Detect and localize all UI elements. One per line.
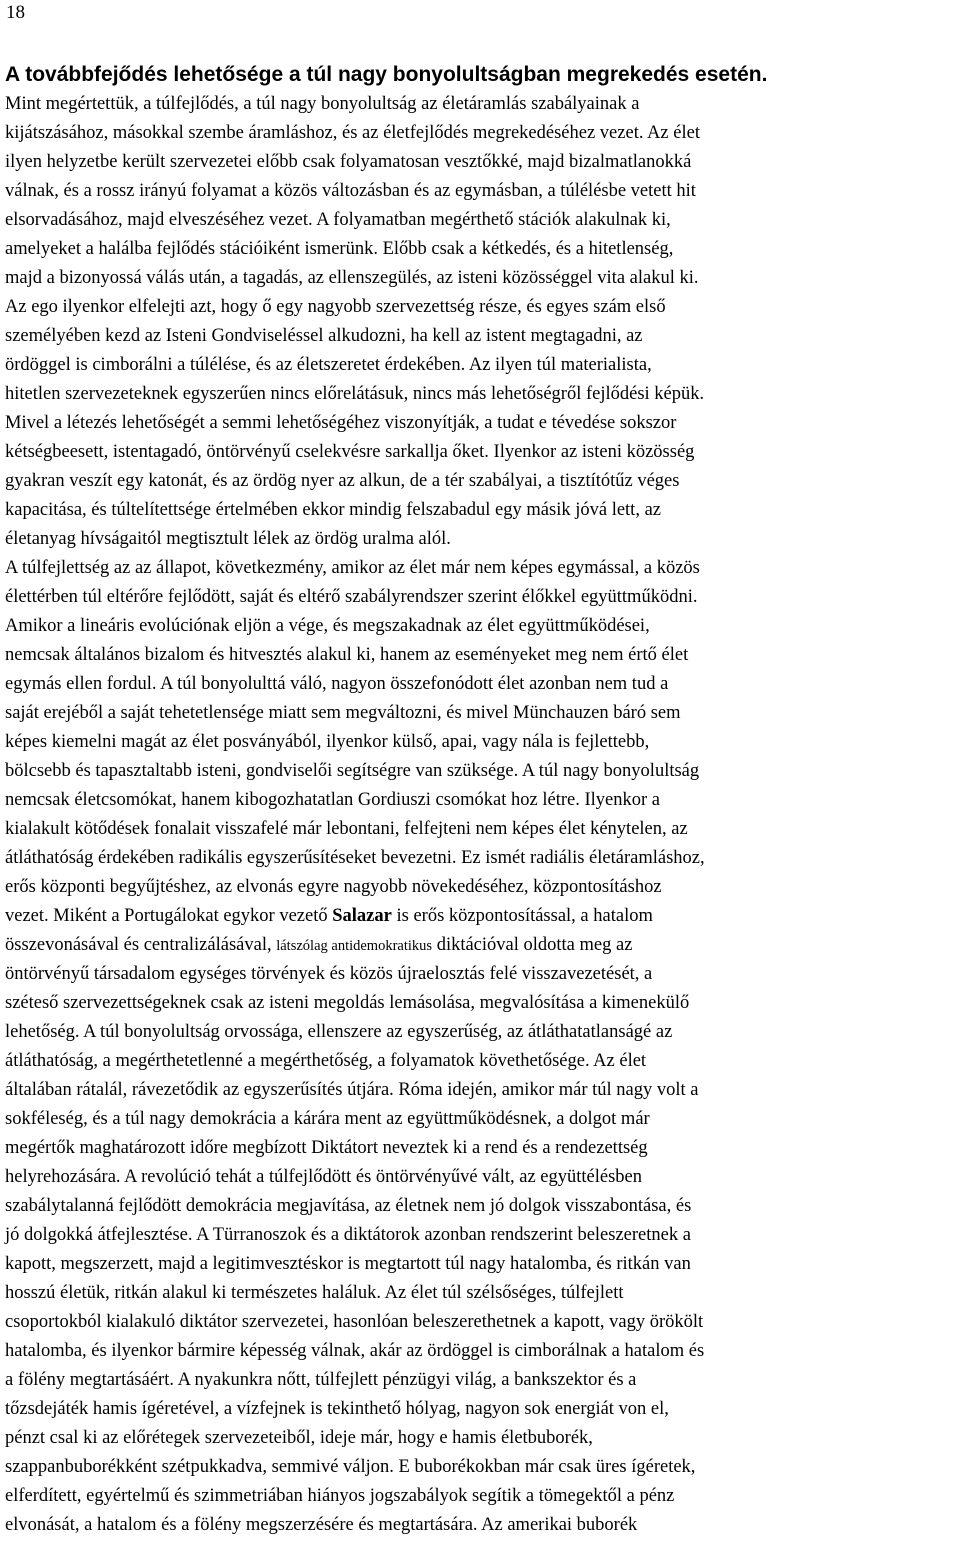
text-line	[5, 322, 955, 351]
text-line	[5, 960, 955, 989]
text-segment: Mint megértettük, a túlfejlődés, a túl nagy bonyolultság az életáramlás szabályainak a	[5, 94, 640, 114]
text-line	[5, 148, 955, 177]
text-line	[5, 1424, 955, 1453]
text-line	[5, 1192, 955, 1221]
text-line	[5, 728, 955, 757]
text-segment: hatalomba, és ilyenkor bármire képesség válnak, akár az ördöggel is cimborálnak a hatalom és	[5, 1341, 705, 1361]
bold-name: Salazar	[332, 906, 392, 926]
text-line	[5, 815, 955, 844]
text-segment: ördöggel is cimborálni a túlélése, és az életszeretet érdekében. Az ilyen túl materialista,	[5, 355, 652, 375]
text-line	[5, 1163, 955, 1192]
text-line	[5, 641, 955, 670]
text-line	[5, 699, 955, 728]
text-line	[5, 1337, 955, 1366]
text-line	[5, 1076, 955, 1105]
text-segment: nemcsak általános bizalom és hitvesztés alakul ki, hanem az eseményeket meg nem értő élet	[5, 645, 689, 665]
text-line	[5, 409, 955, 438]
text-segment: Az ego ilyenkor elfelejti azt, hogy ő egy nagyobb szervezettség része, és egyes szám első	[5, 297, 666, 317]
text-segment: elvonását, a hatalom és a fölény megszerzésére és megtartására. Az amerikai buborék	[5, 1515, 638, 1535]
text-segment: átláthatóság érdekében radikális egyszerűsítéseket bevezetni. Ez ismét radiális életáramláshoz,	[5, 848, 705, 868]
text-line	[5, 1511, 955, 1540]
text-line	[5, 1395, 955, 1424]
text-segment: A túlfejlettség az az állapot, következmény, amikor az élet már nem képes egymással, a közös	[5, 558, 700, 578]
text-segment: képes kiemelni magát az élet posványából, ilyenkor külső, apai, vagy nála is fejlettebb,	[5, 732, 650, 752]
text-segment: saját erejéből a saját tehetetlensége miatt sem megváltozni, és mivel Münchauzen báró sem	[5, 703, 681, 723]
text-segment: diktációval oldotta meg az	[432, 935, 633, 955]
text-line	[5, 757, 955, 786]
text-line	[5, 844, 955, 873]
text-line	[5, 612, 955, 641]
text-segment: elferdített, egyértelmű és szimmetriában hiányos jogszabályok segítik a tömegektől a pénz	[5, 1486, 675, 1506]
text-segment: kapacitása, és túltelítettsége értelmében ekkor mindig felszabadul egy másik jóvá lett, az	[5, 500, 661, 520]
text-segment: megértők maghatározott időre megbízott Diktátort neveztek ki a rend és a rendezettség	[5, 1138, 648, 1158]
text-line	[5, 264, 955, 293]
text-segment: átláthatóság, a megérthetetlenné a megérthetőség, a folyamatok követhetősége. Az élet	[5, 1051, 647, 1071]
text-line	[5, 1221, 955, 1250]
text-line	[5, 293, 955, 322]
text-segment: hitetlen szervezeteknek egyszerűen nincs előrelátásuk, nincs más lehetőségről fejlődési képük.	[5, 384, 705, 404]
text-segment: amelyeket a halálba fejlődés stációiként ismerünk. Előbb csak a kétkedés, és a hitetlenség,	[5, 239, 674, 259]
text-line	[5, 525, 955, 554]
text-segment: lehetőség. A túl bonyolultság orvossága, ellenszere az egyszerűség, az átláthatatlanságé az	[5, 1022, 673, 1042]
text-line	[5, 351, 955, 380]
text-segment: általában rátalál, rávezetődik az egyszerűsítés útjára. Róma idején, amikor már túl nagy volt a	[5, 1080, 699, 1100]
text-segment: Mivel a létezés lehetőségét a semmi lehetőségéhez viszonyítják, a tudat e tévedése sokszor	[5, 413, 677, 433]
text-segment: élettérben túl eltérőre fejlődött, saját és eltérő szabályrendszer szerint élőkkel együttműködni.	[5, 587, 698, 607]
text-segment: kialakult kötődések fonalait visszafelé már lebontani, felfejteni nem képes élet kénytelen, az	[5, 819, 688, 839]
text-segment: öntörvényű társadalom egységes törvények és közös újraelosztás felé visszavezetését, a	[5, 964, 653, 984]
text-line	[5, 554, 955, 583]
text-segment: is erős központosítással, a hatalom	[391, 906, 653, 926]
text-line	[5, 1279, 955, 1308]
text-segment: kétségbeesett, istentagadó, öntörvényű cselekvésre sarkallja őket. Ilyenkor az isteni közösség	[5, 442, 695, 462]
text-segment: személyében kezd az Isteni Gondviseléssel alkudozni, ha kell az istent megtagadni, az	[5, 326, 643, 346]
text-line	[5, 902, 955, 931]
text-segment: életanyag hívságaitól megtisztult lélek az ördög uralma alól.	[5, 529, 451, 549]
text-line	[5, 931, 955, 960]
text-line	[5, 235, 955, 264]
text-segment: szappanbuborékként szétpukkadva, semmivé váljon. E buborékokban már csak üres ígéretek,	[5, 1457, 696, 1477]
text-line	[5, 1018, 955, 1047]
text-segment: helyrehozására. A revolúció tehát a túlfejlődött és öntörvényűvé vált, az együttélésben	[5, 1167, 642, 1187]
text-line	[5, 1366, 955, 1395]
text-line	[5, 670, 955, 699]
text-line	[5, 786, 955, 815]
text-segment: sokféleség, és a túl nagy demokrácia a kárára ment az együttműködésnek, a dolgot már	[5, 1109, 650, 1129]
text-segment: jó dolgokká átfejlesztése. A Türranoszok és a diktátorok azonban rendszerint beleszeretnek a	[5, 1225, 691, 1245]
text-segment: Amikor a lineáris evolúciónak eljön a vége, és megszakadnak az élet együttműködései,	[5, 616, 650, 636]
text-line	[5, 583, 955, 612]
text-line	[5, 1308, 955, 1337]
text-segment: kijátszásához, másokkal szembe áramláshoz, és az életfejlődés megrekedéséhez vezet. Az élet	[5, 123, 700, 143]
text-segment: majd a bizonyossá válás után, a tagadás, az ellenszegülés, az isteni közösséggel vita alakul ki.	[5, 268, 699, 288]
text-line	[5, 90, 955, 119]
text-line	[5, 438, 955, 467]
text-line	[5, 1482, 955, 1511]
text-line	[5, 1250, 955, 1279]
body-text	[5, 90, 955, 1540]
text-segment: elsorvadásához, majd elveszéséhez vezet. A folyamatban megérthető stációk alakulnak ki,	[5, 210, 671, 230]
text-line	[5, 119, 955, 148]
section-heading: A továbbfejődés lehetősége a túl nagy bonyolultságban megrekedés esetén.	[5, 63, 768, 86]
text-segment: széteső szervezettségeknek csak az isteni megoldás lemásolása, megvalósítása a kimenekülő	[5, 993, 690, 1013]
text-segment: egymás ellen fordul. A túl bonyolulttá váló, nagyon összefonódott élet azonban nem tud a	[5, 674, 669, 694]
text-segment: válnak, és a rossz irányú folyamat a közös változásban és az egymásban, a túlélésbe vetett hit	[5, 181, 696, 201]
text-line	[5, 1134, 955, 1163]
text-segment: gyakran veszít egy katonát, és az ördög nyer az alkun, de a tér szabályai, a tisztítótűz véges	[5, 471, 680, 491]
text-segment: pénzt csal ki az előrétegek szervezeteiből, ideje már, hogy e hamis életbuborék,	[5, 1428, 593, 1448]
text-line	[5, 1453, 955, 1482]
text-segment: összevonásával és centralizálásával,	[5, 935, 277, 955]
text-line	[5, 496, 955, 525]
text-segment: a fölény megtartásáért. A nyakunkra nőtt, túlfejlett pénzügyi világ, a bankszektor és a	[5, 1370, 637, 1390]
text-line	[5, 1105, 955, 1134]
text-segment: hosszú életük, ritkán alakul ki természetes haláluk. Az élet túl szélsőséges, túlfejlett	[5, 1283, 624, 1303]
text-segment: erős központi begyűjtéshez, az elvonás egyre nagyobb növekedéséhez, központosításhoz	[5, 877, 662, 897]
page-number: 18	[6, 2, 25, 23]
text-line	[5, 206, 955, 235]
text-segment: nemcsak életcsomókat, hanem kibogozhatatlan Gordiuszi csomókat hoz létre. Ilyenkor a	[5, 790, 660, 810]
text-segment: tőzsdejáték hamis ígéretével, a vízfejnek is tekinthető hólyag, nagyon sok energiát von el,	[5, 1399, 669, 1419]
text-segment: szabálytalanná fejlődött demokrácia megjavítása, az életnek nem jó dolgok visszabontása, és	[5, 1196, 692, 1216]
text-segment: csoportokból kialakuló diktátor szervezetei, hasonlóan beleszerethetnek a kapott, vagy örökölt	[5, 1312, 704, 1332]
text-segment: kapott, megszerzett, majd a legitimvesztéskor is megtartott túl nagy hatalomba, és ritkán van	[5, 1254, 691, 1274]
text-line	[5, 989, 955, 1018]
text-segment: vezet. Miként a Portugálokat egykor vezető	[5, 906, 333, 926]
text-segment: bölcsebb és tapasztaltabb isteni, gondviselői segítségre van szüksége. A túl nagy bonyolultság	[5, 761, 700, 781]
text-line	[5, 177, 955, 206]
text-line	[5, 380, 955, 409]
small-text: látszólag antidemokratikus	[276, 938, 433, 954]
text-segment: ilyen helyzetbe került szervezetei előbb csak folyamatosan vesztőkké, majd bizalmatlanokká	[5, 152, 692, 172]
text-line	[5, 873, 955, 902]
text-line	[5, 467, 955, 496]
text-line	[5, 1047, 955, 1076]
